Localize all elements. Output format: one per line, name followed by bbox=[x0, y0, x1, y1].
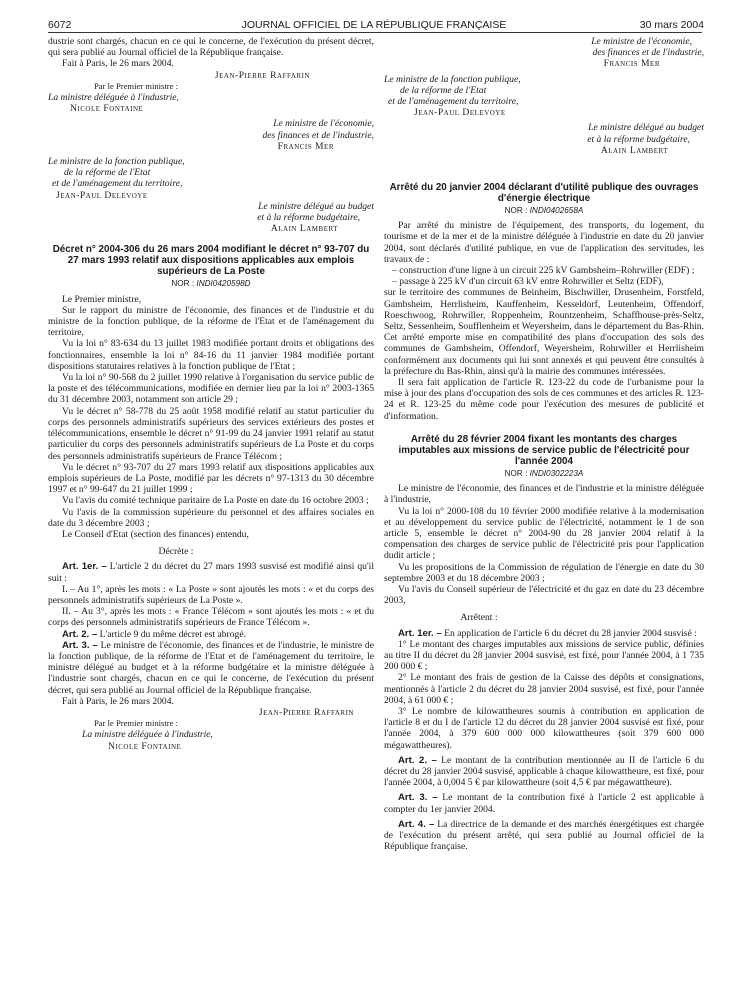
ministre-fonction-publique-line3: et de l'aménagement du territoire, bbox=[52, 178, 183, 190]
ministre-fonction-publique-line1: Le ministre de la fonction publique, bbox=[48, 156, 185, 168]
signature-delevoye: Jean-Paul Delevoye bbox=[56, 189, 148, 201]
article-1-ii: II. – Au 3°, après les mots : « France Télécom » sont ajoutés les mots : « et du corps des personnels administratifs supérieurs de France Télécom ». bbox=[48, 606, 374, 629]
nor-code-2: INDI0302223A bbox=[529, 468, 584, 478]
arrete-2-visa-cre: Vu les propositions de la Commission de régulation de l'énergie en date du 30 septembre 2003 et du 18 décembre 2003 ; bbox=[384, 561, 704, 584]
nor-label-1: NOR : bbox=[504, 206, 528, 216]
arretent-label: Arrêtent : bbox=[460, 612, 498, 624]
par-premier-ministre-2: Par le Premier ministre : bbox=[93, 718, 178, 729]
arrete-2-visa-conseil: Vu l'avis du Conseil supérieur de l'électricité et du gaz en date du 23 décembre 2003, bbox=[384, 583, 704, 607]
r-ministre-fonction-publique-line1: Le ministre de la fonction publique, bbox=[384, 73, 521, 85]
r-ministre-fonction-publique-line2: de la réforme de l'Etat bbox=[400, 84, 487, 96]
par-premier-ministre: Par le Premier ministre : bbox=[93, 80, 178, 91]
arrete-2-title: Arrêté du 28 février 2004 fixant les montants des charges imputables aux missions de service public de l'électricité pour l'année 2004 bbox=[398, 433, 690, 467]
ministre-budget-line1: Le ministre délégué au budget bbox=[258, 200, 374, 212]
arrete-1-intro: Par arrêté du ministre de l'équipement, des transports, du logement, du tourisme et de la mer et de la ministre déléguée à l'industrie en date du 20 janvier 2004, sont déclarés d'utilité publique, en vue de l'application des servitudes, les travaux de : bbox=[384, 220, 704, 265]
r-article-1-item-2: 2° Le montant des frais de gestion de la Caisse des dépôts et consignations, mentionnés à l'article 2 du décret du 28 janvier 2004 susvisé, est fixé, pour l'année 2004, à 61 000 € ; bbox=[384, 672, 704, 706]
r-ministre-budget-line2: et à la réforme budgétaire, bbox=[587, 133, 690, 145]
arrete-2-nor bbox=[384, 468, 704, 479]
signature-raffarin: Jean-Pierre Raffarin bbox=[214, 69, 310, 81]
r-article-3 bbox=[384, 792, 704, 814]
r-signature-lambert: Alain Lambert bbox=[600, 144, 668, 156]
article-3-text: Le ministre de l'économie, des finances et de l'industrie, le ministre de la fonction publique, de la réforme de l'Etat et de l'aménagement du territoire, le ministre délégué au budget et à la réforme budgétaire et la ministre déléguée à l'industrie sont chargés, chacun en ce qui le concerne, de l'exécution du présent décret, qui sera publié au Journal officiel de la République française. bbox=[48, 639, 374, 696]
article-1-text: L'article 2 du décret du 27 mars 1993 susvisé est modifié ainsi qu'il suit : bbox=[48, 561, 374, 584]
signature-lambert: Alain Lambert bbox=[270, 223, 338, 235]
r-article-2-text: Le montant de la contribution mentionnée au II de l'article 6 du décret du 28 janvier 2004 susvisé, applicable à chaque kilowattheure, est fixé, pour l'année 2004, à 0,004 5 € par kilowattheure (soit 4,5 € par mégawattheure). bbox=[384, 754, 704, 789]
visa-commission: Vu l'avis de la commission supérieure du personnel et des affaires sociales en date du 3 décembre 2003 ; bbox=[48, 506, 374, 529]
arrete-2-ministers: Le ministre de l'économie, des finances et de l'industrie et la ministre déléguée à l'industrie, bbox=[384, 483, 704, 506]
r-article-1-label: Art. 1er. – bbox=[398, 627, 442, 639]
r-article-3-text: Le montant de la contribution fixé à l'article 2 est applicable à compter du 1er janvier 2004. bbox=[384, 792, 704, 815]
r-article-1-item-1: 1° Le montant des charges imputables aux missions de service public, définies au titre II du décret du 28 janvier 2004 susvisé, est fixé, pour l'année 2004, à 1 735 200 000 € ; bbox=[384, 638, 704, 673]
arrete-2-visa-loi: Vu la loi n° 2000-108 du 10 février 2000 modifiée relative à la modernisation et au développement du service public de l'électricité, notamment le 1 de son article 5, ensemble le décret n° 2004-90 du 28 janvier 2004 relatif à la compensation des charges de service public de l'électricité pris pour l'application dudit article ; bbox=[384, 505, 704, 562]
signature-fontaine-2: Nicole Fontaine bbox=[108, 740, 182, 752]
visa-comite-technique: Vu l'avis du comité technique paritaire de La Poste en date du 16 octobre 2003 ; bbox=[62, 495, 369, 507]
ministre-economie-line1: Le ministre de l'économie, bbox=[273, 118, 374, 130]
signature-fontaine: Nicole Fontaine bbox=[70, 103, 144, 115]
arrete-1-title: Arrêté du 20 janvier 2004 déclarant d'utilité publique des ouvrages d'énergie électrique bbox=[389, 182, 699, 205]
decrete-label: Décrète : bbox=[158, 546, 194, 558]
ministre-industrie-2: La ministre déléguée à l'industrie, bbox=[82, 729, 213, 741]
r-article-1-text: En application de l'article 6 du décret du 28 janvier 2004 susvisé : bbox=[444, 627, 697, 639]
r-ministre-economie-line1: Le ministre de l'économie, bbox=[591, 36, 692, 47]
right-column bbox=[384, 36, 704, 984]
visa-decret-58-778: Vu le décret n° 58-778 du 25 août 1958 modifié relatif au statut particulier du corps des personnels administratifs supérieurs des services extérieurs des postes et télécommunications, ensemble le décret n° 91-99 du 24 janvier 1991 relatif au statut particulier du corps des personnels administratifs supérieurs de La Poste et du corps des personnels administratifs supérieurs de France Télécom ; bbox=[48, 405, 374, 462]
article-2-text: L'article 9 du même décret est abrogé. bbox=[99, 628, 246, 640]
r-signature-mer: Francis Mer bbox=[603, 58, 660, 70]
page-header bbox=[44, 6, 704, 31]
list-item: – passage à 225 kV d'un circuit 63 kV entre Rohrwiller et Seltz (EDF), bbox=[392, 276, 664, 288]
decret-title: Décret n° 2004-306 du 26 mars 2004 modifiant le décret n° 93-707 du 27 mars 1993 relatif aux dispositions applicables aux emplois supérieurs de La Poste bbox=[52, 244, 370, 278]
visa-loi-90-568: Vu la loi n° 90-568 du 2 juillet 1990 relative à l'organisation du service public de la poste et des télécommunications, modifiée en dernier lieu par la loi n° 2003-1365 du 31 décembre 2003, notamment son article 29 ; bbox=[48, 372, 374, 406]
ministre-budget-line2: et à la réforme budgétaire, bbox=[257, 212, 360, 224]
r-article-2 bbox=[384, 755, 704, 789]
article-1-i: I. – Au 1°, après les mots : « La Poste » sont ajoutés les mots : « et du corps des personnels administratifs supérieurs de La Poste ». bbox=[48, 583, 374, 606]
r-ministre-fonction-publique-line3: et de l'aménagement du territoire, bbox=[388, 96, 519, 108]
article-2-label: Art. 2. – bbox=[62, 628, 98, 640]
visa-decret-93-707: Vu le décret n° 93-707 du 27 mars 1993 relatif aux dispositions applicables aux emplois supérieurs de La Poste, modifié par les décrets n° 97-1313 du 30 décembre 1997 et n° 99-647 du 21 juillet 1999 ; bbox=[48, 461, 374, 496]
article-1 bbox=[48, 561, 374, 583]
decret-nor bbox=[48, 278, 374, 289]
article-3 bbox=[48, 640, 374, 696]
visa-loi-83-634: Vu la loi n° 83-634 du 13 juillet 1983 modifiée portant droits et obligations des fonctionnaires, ensemble la loi n° 84-16 du 11 janvier 1984 modifiée portant dispositions statutaires relatives à la fonction publique de l'Etat ; bbox=[48, 338, 374, 372]
r-ministre-economie-line2: des finances et de l'industrie, bbox=[592, 47, 704, 59]
signature-mer: Francis Mer bbox=[277, 140, 334, 152]
header-rule bbox=[48, 32, 702, 33]
r-signature-delevoye: Jean-Paul Delevoye bbox=[414, 107, 506, 119]
ministre-economie-line2: des finances et de l'industrie, bbox=[262, 129, 374, 141]
r-article-1 bbox=[384, 628, 704, 639]
r-article-4 bbox=[384, 819, 704, 853]
arrete-1-works-list bbox=[384, 265, 704, 287]
arrete-1-nor bbox=[384, 205, 704, 216]
fait-line-2: Fait à Paris, le 26 mars 2004. bbox=[62, 695, 174, 707]
article-1-label: Art. 1er. – bbox=[62, 561, 107, 573]
intro-text: dustrie sont chargés, chacun en ce qui le concerne, de l'exécution du présent décret, qui sera publié au Journal officiel de la République française. bbox=[48, 36, 374, 59]
nor-label: NOR : bbox=[171, 279, 195, 289]
list-item: – construction d'une ligne à un circuit 225 kV Gambsheim–Rohrwiller (EDF) ; bbox=[392, 265, 695, 277]
arrete-1-urbanisme: Il sera fait application de l'article R. 123-22 du code de l'urbanisme pour la mise à jour des plans d'occupation des sols de ces communes et des articles R. 123-24 et R. 123-25 du même code pour l'exécution des mesures de publicité et d'information. bbox=[384, 377, 704, 422]
signature-raffarin-2: Jean-Pierre Raffarin bbox=[258, 706, 354, 718]
nor-code: INDI0420598D bbox=[196, 279, 251, 289]
issue-date: 30 mars 2004 bbox=[639, 19, 704, 31]
r-article-3-label: Art. 3. – bbox=[398, 792, 438, 804]
r-article-4-label: Art. 4. – bbox=[398, 818, 435, 830]
page-number: 6072 bbox=[48, 19, 72, 31]
r-article-4-text: La directrice de la demande et des marchés énergétiques est chargée de l'exécution du présent arrêté, qui sera publié au Journal officiel de la République française. bbox=[384, 818, 704, 853]
r-ministre-budget-line1: Le ministre délégué au budget bbox=[588, 122, 704, 134]
r-article-2-label: Art. 2. – bbox=[398, 754, 437, 766]
ministre-industrie: La ministre déléguée à l'industrie, bbox=[48, 92, 179, 104]
r-article-1-item-3: 3° Le nombre de kilowattheures soumis à contribution en application de l'article 8 et du I de l'article 12 du décret du 28 janvier 2004 susvisé est fixé, pour l'année 2004, à 379 600 000 000 kilowattheures (soit 379 600 000 mégawattheures). bbox=[384, 705, 704, 751]
left-column bbox=[48, 36, 374, 984]
visa-rapport: Sur le rapport du ministre de l'économie, des finances et de l'industrie et du ministre de la fonction publique, de la réforme de l'Etat et de l'aménagement du territoire, bbox=[48, 304, 374, 339]
premier-ministre-line: Le Premier ministre, bbox=[62, 293, 142, 305]
nor-label-2: NOR : bbox=[504, 468, 528, 478]
arrete-1-communes: sur le territoire des communes de Beinheim, Bischwiller, Drusenheim, Forstfeld, Gambsheim, Herrlisheim, Kauffenheim, Kesseldorf, Leutenheim, Offendorf, Roeschwoog, Rohrwiller, Roppenheim, Rountzenheim, Schaffhouse-près-Seltz, Seltz, Sessenheim, Soufflenheim et Weyersheim, dans le département du Bas-Rhin. Cet arrêté emporte mise en compatibilité des plans d'occupation des sols des communes de Gambsheim, Offendorf, Weyersheim, Rohrwiller et Herrlisheim conformément aux documents qui lui sont annexés et qui peuvent être consultés à la préfecture du Bas-Rhin, ainsi qu'à la mairie des communes intéressées. bbox=[384, 287, 704, 377]
ministre-fonction-publique-line2: de la réforme de l'Etat bbox=[64, 167, 151, 179]
nor-code-1: INDI0402658A bbox=[529, 206, 584, 216]
article-3-label: Art. 3. – bbox=[62, 639, 98, 651]
fait-line: Fait à Paris, le 26 mars 2004. bbox=[62, 58, 174, 70]
article-2 bbox=[48, 629, 374, 640]
visa-conseil-etat: Le Conseil d'Etat (section des finances) entendu, bbox=[62, 528, 249, 540]
journal-title: JOURNAL OFFICIEL DE LA RÉPUBLIQUE FRANÇAISE bbox=[241, 19, 507, 31]
